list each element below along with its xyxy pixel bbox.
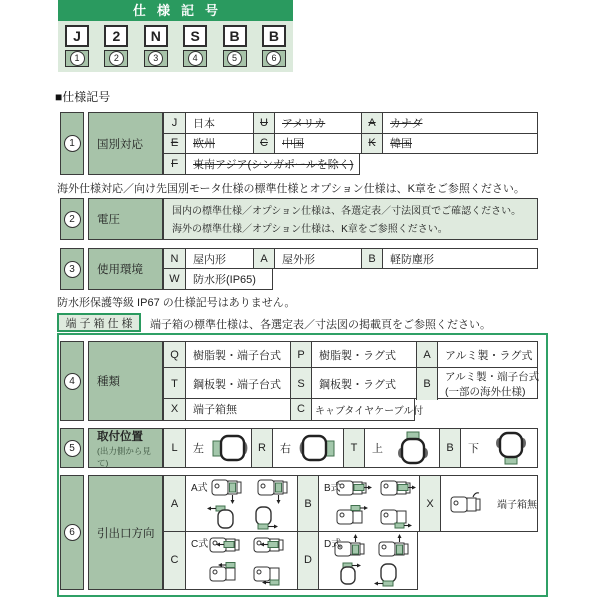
row6-val-no-box: 端子箱無 — [497, 500, 537, 511]
row3-grid-bottom — [163, 268, 273, 291]
row1-val-korea: 韓国 — [390, 138, 412, 151]
row4-val-steel-terminal: 鋼板製・端子台式 — [193, 379, 281, 391]
spec-code-indexes — [58, 47, 293, 67]
spec-code-panel-title: 仕様記号 — [58, 0, 293, 21]
row3-circled-number: 3 — [64, 261, 81, 278]
row1-val-sea: 東南アジア(シンガポールを除く) — [193, 158, 354, 171]
row5-val-right: 右 — [280, 443, 291, 455]
row2-line2: 海外の標準仕様／オプション仕様は、K章をご参照ください。 — [172, 224, 448, 235]
row5-val-bottom: 下 — [468, 443, 479, 455]
row4-code-C: C — [297, 403, 305, 416]
row3-number — [60, 248, 84, 290]
row6-grid-bottom — [163, 531, 418, 591]
row6-code-X: X — [426, 497, 434, 510]
row1-grid-bottom — [163, 153, 360, 176]
row1-val-america: アメリカ — [282, 117, 326, 130]
code-box-2: 2 — [104, 25, 128, 47]
row4-code-S: S — [297, 378, 305, 390]
row5-grid — [163, 428, 538, 468]
row4-val-resin-terminal: 樹脂製・端子台式 — [193, 349, 281, 362]
row4-val-alumi-terminal-line1: アルミ製・端子台式 — [445, 371, 540, 383]
row5-label-text: 取付位置 — [97, 430, 143, 443]
row1-val-europe: 欧州 — [193, 138, 215, 151]
row4-val-no-box: 端子箱無 — [193, 404, 237, 417]
row1-label — [88, 112, 163, 175]
row3-grid — [163, 248, 538, 269]
row1-circled-number: 1 — [64, 135, 81, 152]
mount-right-icon — [297, 433, 339, 463]
mount-top-icon — [391, 431, 435, 465]
terminal-box-section-label — [57, 313, 141, 332]
row3-code-W: W — [169, 272, 180, 285]
x-no-box-diagram — [449, 489, 491, 519]
row3-label-text: 使用環境 — [97, 264, 143, 276]
row2-line1: 国内の標準仕様／オプション仕様は、各選定表／寸法図頁でご確認ください。 — [172, 206, 522, 217]
row5-circled-number: 5 — [64, 440, 81, 457]
code-box-6: B — [262, 25, 286, 47]
row1-code-E: E — [170, 137, 179, 150]
row4-label — [88, 341, 163, 421]
row4-code-T: T — [171, 378, 178, 390]
row4-code-Q: Q — [170, 348, 179, 361]
row6-number — [60, 475, 84, 590]
row3-val-outdoor: 屋外形 — [282, 253, 315, 266]
row1-label-text: 国別対応 — [97, 138, 143, 151]
row4-code-A: A — [423, 348, 431, 361]
circled-3: 3 — [148, 51, 163, 66]
row1-code-A: A — [368, 116, 376, 129]
section-heading: ■仕様記号 — [55, 90, 111, 104]
row6-code-A: A — [170, 497, 179, 510]
row4-val-alumi-terminal — [445, 369, 539, 399]
row2-label — [88, 198, 163, 240]
code-box-5: B — [223, 25, 247, 47]
terminal-box-label-text: 端子箱仕様 — [65, 317, 136, 330]
row6-label — [88, 475, 163, 590]
row5-val-top: 上 — [372, 443, 383, 455]
row1-code-C: C — [260, 137, 268, 150]
row1-code-J: J — [171, 116, 178, 129]
row5-label — [88, 428, 163, 468]
row2-content — [163, 198, 538, 240]
row4-grid-bottom — [163, 398, 424, 422]
row3-val-indoor: 屋内形 — [193, 253, 226, 266]
row4-val-resin-lug: 樹脂製・ラグ式 — [319, 349, 396, 362]
row1-grid — [163, 112, 538, 154]
row1-val-canada: カナダ — [390, 117, 423, 130]
c-type-label: C式 — [191, 538, 209, 550]
row6-circled-number: 6 — [64, 524, 81, 541]
row1-note: 海外仕様対応／向け先国別モータ仕様の標準仕様とオプション仕様は、K章をご参照ください。 — [57, 183, 525, 195]
row6-code-D: D — [304, 554, 312, 567]
spec-code-panel — [58, 0, 293, 72]
row6-code-C: C — [170, 554, 179, 567]
row5-sublabel-text: (出力側から見て) — [97, 445, 151, 468]
code-box-4: S — [183, 25, 207, 47]
row5-val-left: 左 — [193, 443, 204, 455]
code-box-1: J — [65, 25, 89, 47]
row5-code-T: T — [350, 442, 358, 454]
terminal-box-note: 端子箱の標準仕様は、各選定表／寸法図の掲載頁をご参照ください。 — [150, 319, 491, 331]
row1-number — [60, 112, 84, 175]
row4-val-alumi-lug: アルミ製・ラグ式 — [445, 349, 533, 362]
index-box-4 — [183, 50, 207, 67]
row4-grid — [163, 341, 538, 399]
mount-left-icon — [208, 433, 250, 463]
d-type-label: D式 — [324, 538, 342, 550]
row3-code-B: B — [368, 252, 376, 265]
row5-number — [60, 428, 84, 468]
circled-6: 6 — [266, 51, 281, 66]
row6-label-text: 引出口方向 — [97, 527, 155, 540]
row4-label-text: 種類 — [97, 376, 120, 388]
row4-code-B: B — [423, 378, 431, 390]
code-box-3: N — [144, 25, 168, 47]
row3-label — [88, 248, 163, 290]
spec-code-letters — [58, 21, 293, 47]
row3-note: 防水形保護等級 IP67 の仕様記号はありません。 — [57, 297, 296, 309]
row1-code-U: U — [260, 116, 268, 129]
row4-code-P: P — [297, 348, 305, 361]
row2-circled-number: 2 — [64, 211, 81, 228]
row3-code-A: A — [260, 252, 268, 265]
row3-code-N: N — [170, 252, 179, 265]
index-box-6 — [262, 50, 286, 67]
index-box-5 — [223, 50, 247, 67]
row4-number — [60, 341, 84, 421]
index-box-2 — [104, 50, 128, 67]
b-type-label: B式 — [324, 483, 341, 494]
row5-code-B: B — [446, 442, 454, 454]
a-type-label: A式 — [191, 483, 208, 494]
circled-4: 4 — [188, 51, 203, 66]
row1-code-K: K — [368, 137, 376, 150]
index-box-1 — [65, 50, 89, 67]
index-box-3 — [144, 50, 168, 67]
row5-code-L: L — [171, 442, 178, 454]
row4-code-X: X — [170, 403, 179, 416]
row6-grid-top — [163, 475, 538, 532]
row3-val-waterproof: 防水形(IP65) — [193, 273, 256, 286]
row2-label-text: 電圧 — [97, 214, 120, 226]
row6-code-B: B — [304, 497, 312, 510]
circled-2: 2 — [109, 51, 124, 66]
circled-5: 5 — [227, 51, 242, 66]
row4-val-cabtyre: キャブタイヤケーブル付 — [315, 405, 424, 417]
row1-val-japan: 日本 — [193, 117, 215, 130]
row1-code-F: F — [171, 157, 178, 170]
row2-number — [60, 198, 84, 240]
row1-val-china: 中国 — [282, 138, 304, 151]
row4-val-steel-lug: 鋼板製・ラグ式 — [319, 379, 396, 391]
row3-val-dustproof: 軽防塵形 — [390, 253, 434, 266]
row5-code-R: R — [258, 442, 266, 454]
circled-1: 1 — [70, 51, 85, 66]
row4-circled-number: 4 — [64, 373, 81, 390]
mount-bottom-icon — [489, 431, 533, 465]
row4-val-alumi-terminal-line2: (一部の海外仕様) — [445, 386, 526, 398]
